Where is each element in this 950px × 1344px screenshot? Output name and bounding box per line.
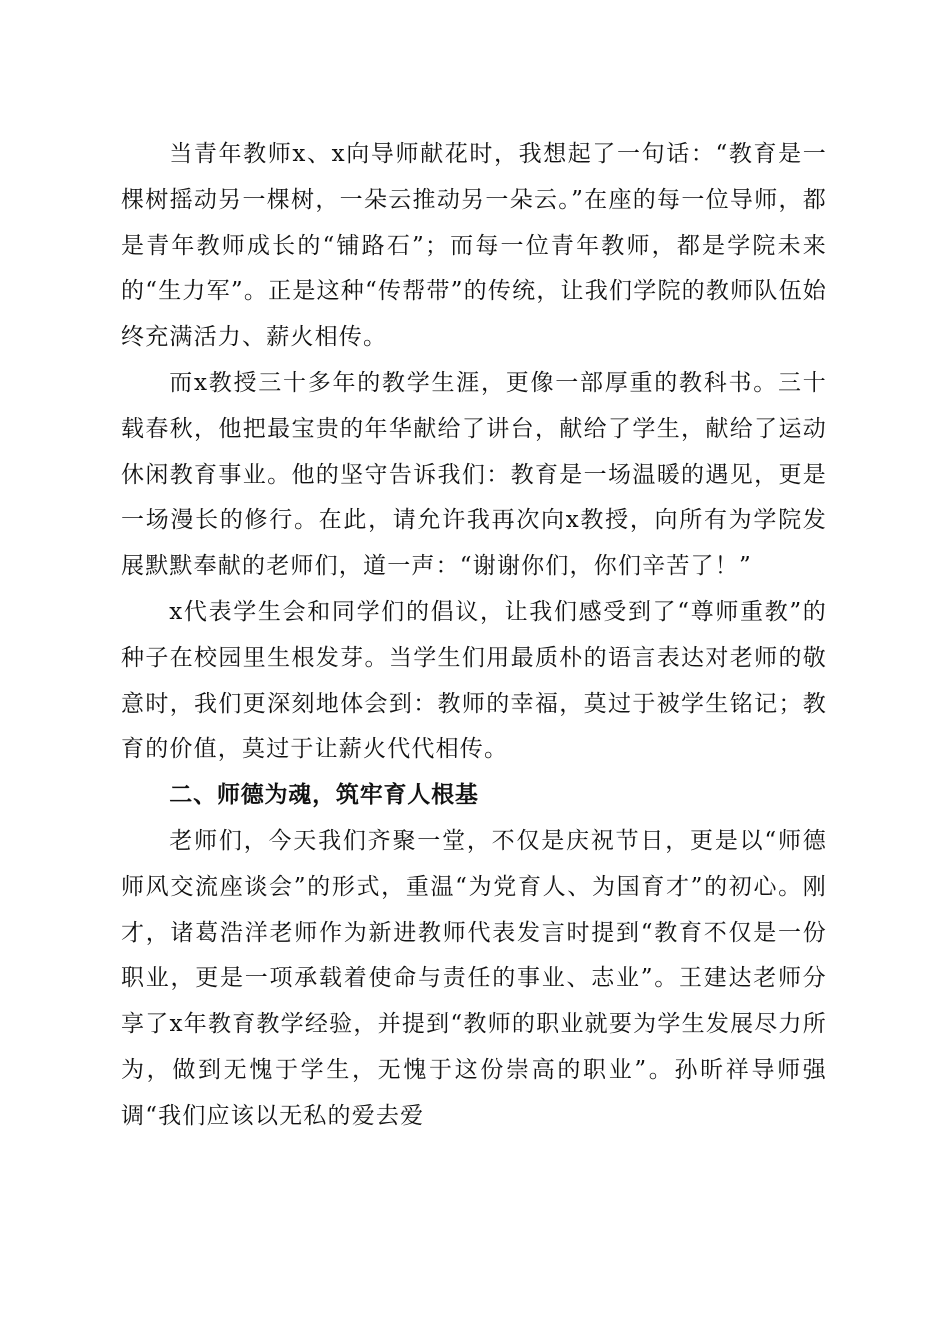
paragraph-professor-career: 而x教授三十多年的教学生涯，更像一部厚重的教科书。三十载春秋，他把最宝贵的年华献给了讲台，献给了学生，献给了运动休闲教育事业。他的坚守告诉我们：教育是一场温暖的遇见，更是一场漫长的修行。在此，请允许我再次向x教授，向所有为学院发展默默奉献的老师们，道一声：“谢谢你们，你们辛苦了！” — [121, 369, 827, 580]
paragraph-mentorship: 当青年教师x、x向导师献花时，我想起了一句话：“教育是一棵树摇动另一棵树，一朵云推动另一朵云。”在座的每一位导师，都是青年教师成长的“铺路石”；而每一位青年教师，都是学院未来的“生力军”。正是这种“传帮带”的传统，让我们学院的教师队伍始终充满活力、薪火相传。 — [121, 141, 827, 351]
section-heading: 二、师德为魂，筑牢育人根基 — [169, 782, 479, 809]
document-body — [121, 132, 827, 1140]
paragraph-ethics-symposium: 老师们，今天我们齐聚一堂，不仅是庆祝节日，更是以“师德师风交流座谈会”的形式，重温“为党育人、为国育才”的初心。刚才，诸葛浩洋老师作为新进教师代表发言时提到“教育不仅是一份职业，更是一项承载着使命与责任的事业、志业”。王建达老师分享了x年教育教学经验，并提到“教师的职业就要为学生发展尽力所为，做到无愧于学生，无愧于这份崇高的职业”。孙昕祥导师强调“我们应该以无私的爱去爱 — [121, 827, 827, 1129]
paragraph-student-initiative: x代表学生会和同学们的倡议，让我们感受到了“尊师重教”的种子在校园里生根发芽。当学生们用最质朴的语言表达对老师的敬意时，我们更深刻地体会到：教师的幸福，莫过于被学生铭记；教育的价值，莫过于让薪火代代相传。 — [121, 598, 827, 763]
